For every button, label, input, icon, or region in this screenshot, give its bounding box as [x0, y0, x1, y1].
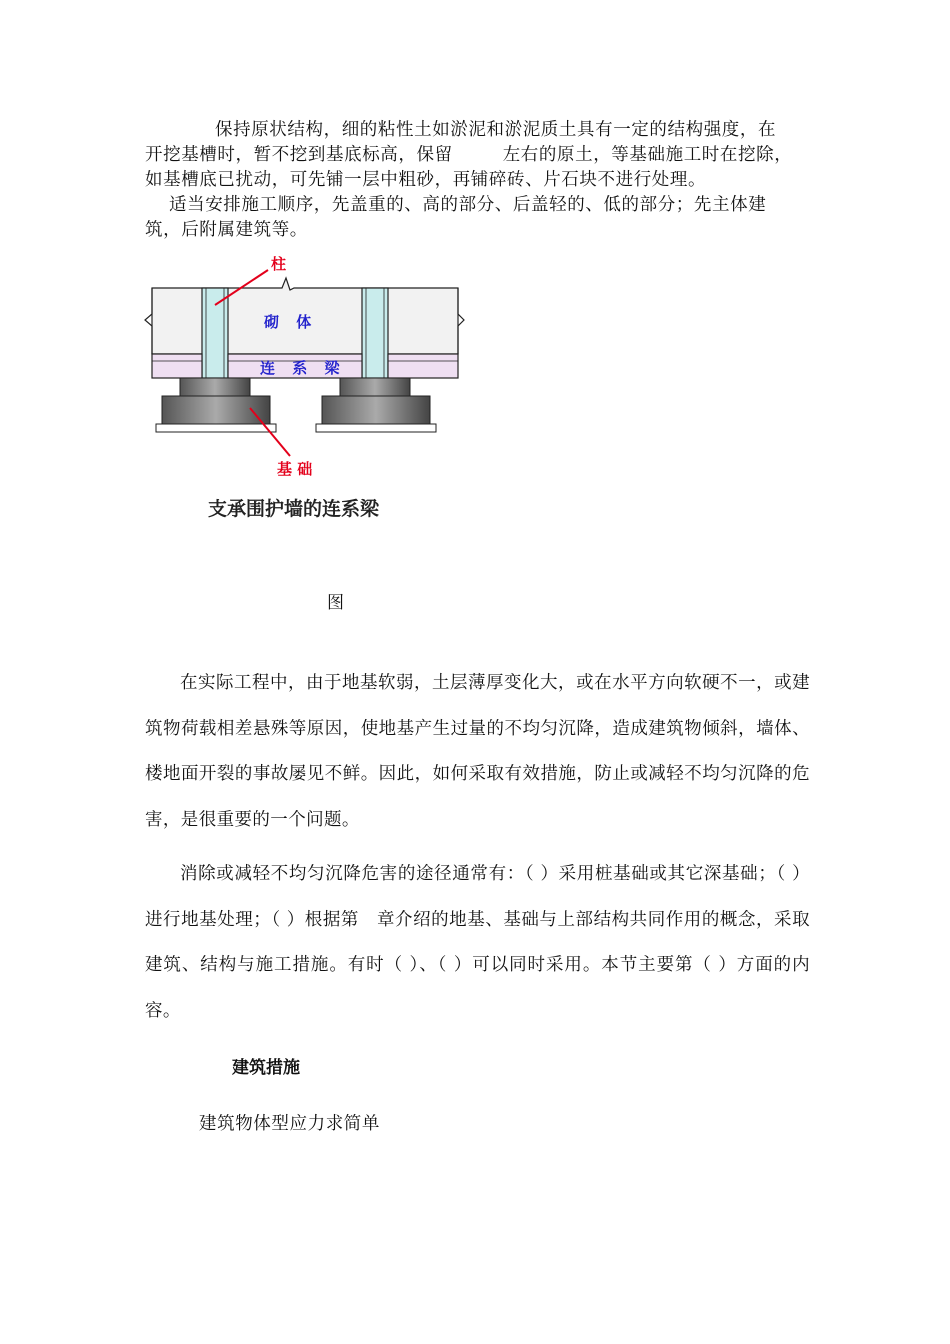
figure-label: 图: [327, 593, 344, 613]
intro-line-3: [145, 166, 810, 191]
intro-line-2: [145, 141, 810, 166]
paragraph-uneven-settlement: 在实际工程中，由于地基软弱，土层薄厚变化大，或在水平方向软硬不一，或建筑物荷载相差悬殊等原因，使地基产生过量的不均匀沉降，造成建筑物倾斜，墙体、楼地面开裂的事故屡见不鲜。因此，如何采取有效措施，防止或减轻不均匀沉降的危害，是很重要的一个问题。: [145, 673, 810, 830]
subsection-heading: 建筑物体型应力求简单: [199, 1114, 380, 1134]
paragraph-mitigation-methods: 消除或减轻不均匀沉降危害的途径通常有：（ ）采用桩基础或其它深基础；（ ）进行地基处理；（ ）根据第 章介绍的地基、基础与上部结构共同作用的概念，采取建筑、结构与施工措施。有时（ ）、（ ）可以同时采用。本节主要第（ ）方面的内容。: [145, 864, 810, 1021]
foundation-left: [156, 378, 276, 432]
intro-line-5: [145, 216, 810, 241]
intro-line-3-text: 如基槽底已扰动，可先铺一层中粗砂，再铺碎砖、片石块不进行处理。: [145, 170, 707, 190]
column-label: 柱: [271, 255, 287, 273]
intro-line-4: [145, 191, 810, 216]
intro-line-1-text: 保持原状结构，细的粘性土如淤泥和淤泥质土具有一定的结构强度，在: [215, 120, 777, 140]
foundation-label: 基 础: [277, 460, 313, 478]
intro-line-2-start: 开挖基槽时，暂不挖到基底标高，保留: [145, 145, 453, 165]
figure-caption: 支承围护墙的连系梁: [208, 498, 380, 520]
foundation-right: [316, 378, 436, 432]
intro-line-4-text: 适当安排施工顺序，先盖重的、高的部分、后盖轻的、低的部分；先主体建: [169, 195, 767, 215]
masonry-label: 砌 体: [264, 313, 318, 331]
intro-line-5-text: 筑，后附属建筑等。: [145, 220, 308, 240]
intro-line-2-end: 左右的原土，等基础施工时在挖除，: [502, 145, 793, 165]
tie-beam-label: 连 系 梁: [260, 359, 346, 377]
intro-line-1: [145, 116, 810, 141]
section-heading: 建筑措施: [232, 1058, 300, 1078]
tie-beam-diagram: [140, 250, 480, 530]
